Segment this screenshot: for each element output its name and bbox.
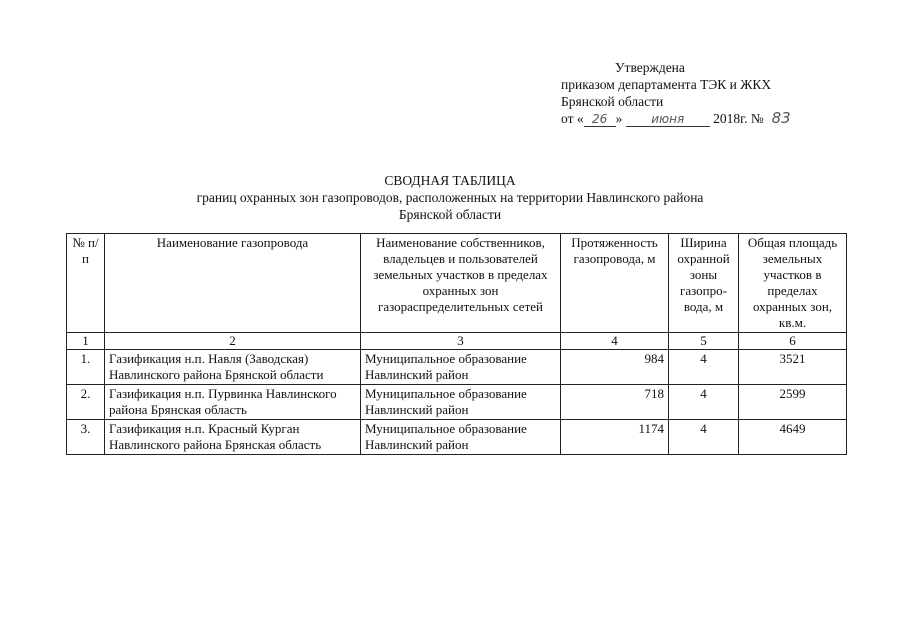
handwritten-day: 26 — [584, 112, 616, 127]
column-number: 5 — [669, 333, 739, 350]
row-length: 984 — [561, 350, 669, 385]
approval-region-line: Брянской области — [561, 94, 664, 109]
summary-table — [66, 233, 847, 455]
title-region: Брянской области — [398, 207, 502, 222]
row-owner: Муниципальное образование Навлинский район — [361, 420, 561, 455]
document-title — [140, 172, 760, 223]
header-number: № п/п — [67, 234, 105, 333]
header-length: Протяженность газопровода, м — [561, 234, 669, 333]
title-subtitle: границ охранных зон газопроводов, расположенных на территории Навлинского района — [196, 190, 704, 205]
date-year: 2018г. № — [713, 111, 764, 126]
table-row — [67, 420, 847, 455]
row-zone-width: 4 — [669, 420, 739, 455]
date-mid: » — [615, 111, 623, 126]
table-header-row — [67, 234, 847, 333]
column-number: 1 — [67, 333, 105, 350]
column-numbers-row — [67, 333, 847, 350]
column-number: 2 — [105, 333, 361, 350]
row-owner: Муниципальное образование Навлинский район — [361, 385, 561, 420]
header-total-area: Общая площадь земельных участков в пределах охранных зон, кв.м. — [739, 234, 847, 333]
table-row — [67, 350, 847, 385]
row-zone-width: 4 — [669, 350, 739, 385]
handwritten-order-number: 83 — [771, 109, 791, 127]
column-number: 6 — [739, 333, 847, 350]
title-main: СВОДНАЯ ТАБЛИЦА — [384, 173, 516, 188]
row-number: 3. — [67, 420, 105, 455]
header-zone-width: Ширина охранной зоны газопро-вода, м — [669, 234, 739, 333]
row-length: 1174 — [561, 420, 669, 455]
approval-block — [561, 59, 795, 127]
row-pipeline-name: Газификация н.п. Навля (Заводская) Навлинского района Брянской области — [105, 350, 361, 385]
date-prefix: от « — [561, 111, 584, 126]
row-number: 1. — [67, 350, 105, 385]
row-area: 2599 — [739, 385, 847, 420]
row-pipeline-name: Газификация н.п. Пурвинка Навлинского района Брянская область — [105, 385, 361, 420]
row-number: 2. — [67, 385, 105, 420]
row-zone-width: 4 — [669, 385, 739, 420]
header-pipeline-name: Наименование газопровода — [105, 234, 361, 333]
column-number: 4 — [561, 333, 669, 350]
table-row — [67, 385, 847, 420]
approval-order-line: приказом департамента ТЭК и ЖКХ — [561, 77, 772, 92]
row-pipeline-name: Газификация н.п. Красный Курган Навлинского района Брянская область — [105, 420, 361, 455]
row-area: 3521 — [739, 350, 847, 385]
approval-date-line — [561, 110, 795, 127]
row-area: 4649 — [739, 420, 847, 455]
handwritten-month: июня — [626, 112, 710, 127]
row-length: 718 — [561, 385, 669, 420]
header-owners: Наименование собственников, владельцев и пользователей земельных участков в пределах охранных зон газораспределительных сетей — [361, 234, 561, 333]
column-number: 3 — [361, 333, 561, 350]
row-owner: Муниципальное образование Навлинский район — [361, 350, 561, 385]
approval-title: Утверждена — [615, 60, 685, 75]
